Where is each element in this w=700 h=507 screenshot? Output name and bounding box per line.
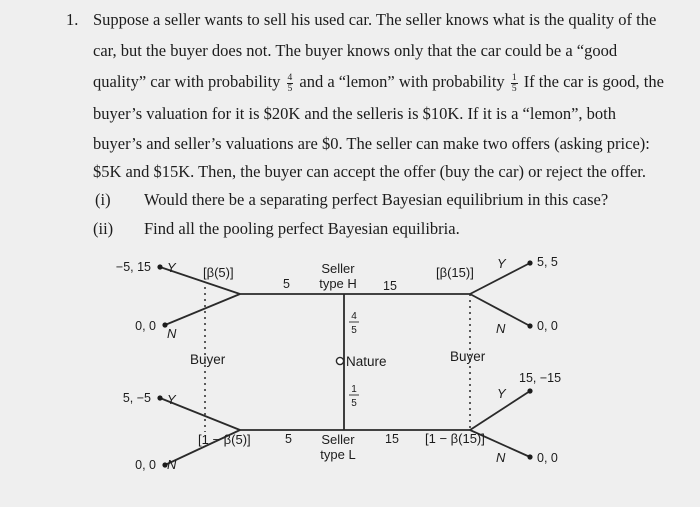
subquestion-ii-label: (ii) bbox=[93, 219, 114, 238]
terminal-node bbox=[157, 264, 162, 269]
seller-l-label-line2: type L bbox=[320, 447, 356, 462]
prob-bottom-numerator: 1 bbox=[351, 384, 357, 395]
belief-right-bottom: [1 − β(15)] bbox=[425, 431, 485, 446]
prob-top-numerator: 4 bbox=[351, 311, 357, 322]
buyer-right-label: Buyer bbox=[450, 349, 486, 364]
payoff-right-top-no: 0, 0 bbox=[537, 319, 558, 333]
nature-node bbox=[336, 357, 343, 364]
action-yes-left-top: Y bbox=[167, 260, 176, 275]
action-no-left-bottom: N bbox=[167, 457, 177, 472]
prob-bottom-denominator: 5 bbox=[351, 398, 357, 409]
problem-number: 1. bbox=[66, 10, 79, 29]
terminal-node bbox=[527, 260, 532, 265]
terminal-node bbox=[527, 323, 532, 328]
action-no-right-bottom: N bbox=[496, 450, 506, 465]
subquestion-i-label: (i) bbox=[95, 190, 111, 209]
nature-label: Nature bbox=[346, 354, 387, 369]
seller-h-label-line2: type H bbox=[319, 276, 357, 291]
action-no-right-top: N bbox=[496, 321, 506, 336]
terminal-node bbox=[527, 388, 532, 393]
buyer-left-label: Buyer bbox=[190, 352, 226, 367]
offer-l-right-label: 15 bbox=[385, 432, 399, 446]
payoff-right-top-yes: 5, 5 bbox=[537, 255, 558, 269]
terminal-node bbox=[157, 395, 162, 400]
problem-line-5: buyer’s and seller’s valuations are $0. The seller can make two offers (asking price): bbox=[93, 134, 650, 153]
belief-left-bottom: [1 − β(5)] bbox=[198, 432, 251, 447]
buyer-left-top-no-branch bbox=[165, 294, 240, 325]
seller-h-label-line1: Seller bbox=[321, 261, 355, 276]
problem-line-3b: and a “lemon” with probability bbox=[299, 72, 505, 91]
subquestion-i-text: Would there be a separating perfect Bayesian equilibrium in this case? bbox=[144, 190, 609, 209]
problem-line-6: $5K and $15K. Then, the buyer can accept the offer (buy the car) or reject the offer. bbox=[93, 162, 646, 181]
terminal-node bbox=[527, 454, 532, 459]
offer-h-left-label: 5 bbox=[283, 277, 290, 291]
payoff-left-bottom-yes: 5, −5 bbox=[122, 391, 151, 405]
seller-l-label-line1: Seller bbox=[321, 432, 355, 447]
problem-line-1: Suppose a seller wants to sell his used car. The seller knows what is the quality of the bbox=[93, 10, 657, 29]
action-yes-left-bottom: Y bbox=[167, 392, 176, 407]
belief-right-top: [β(15)] bbox=[436, 265, 474, 280]
payoff-left-bottom-no: 0, 0 bbox=[135, 458, 156, 472]
subquestion-ii-text: Find all the pooling perfect Bayesian equilibria. bbox=[144, 219, 460, 238]
belief-left-top: [β(5)] bbox=[203, 265, 234, 280]
action-yes-right-bottom: Y bbox=[497, 386, 506, 401]
problem-line-4: buyer’s valuation for it is $20K and the selleris is $10K. If it is a “lemon”, both bbox=[93, 104, 617, 123]
payoff-left-top-no: 0, 0 bbox=[135, 319, 156, 333]
payoff-right-bottom-yes: 15, −15 bbox=[519, 371, 562, 385]
action-no-left-top: N bbox=[167, 326, 177, 341]
fraction-numerator: 1 bbox=[511, 72, 517, 83]
action-yes-right-top: Y bbox=[497, 256, 506, 271]
fraction-numerator: 4 bbox=[287, 72, 293, 83]
fraction-denominator: 5 bbox=[511, 83, 517, 94]
payoff-right-bottom-no: 0, 0 bbox=[537, 451, 558, 465]
prob-top-denominator: 5 bbox=[351, 325, 357, 336]
problem-line-3c: If the car is good, the bbox=[523, 72, 664, 91]
offer-h-right-label: 15 bbox=[383, 279, 397, 293]
fraction-denominator: 5 bbox=[287, 83, 293, 94]
problem-line-3a: quality” car with probability bbox=[93, 72, 281, 91]
problem-line-2: car, but the buyer does not. The buyer knows only that the car could be a “good bbox=[93, 41, 618, 60]
payoff-left-top-yes: −5, 15 bbox=[115, 260, 151, 274]
offer-l-left-label: 5 bbox=[285, 432, 292, 446]
